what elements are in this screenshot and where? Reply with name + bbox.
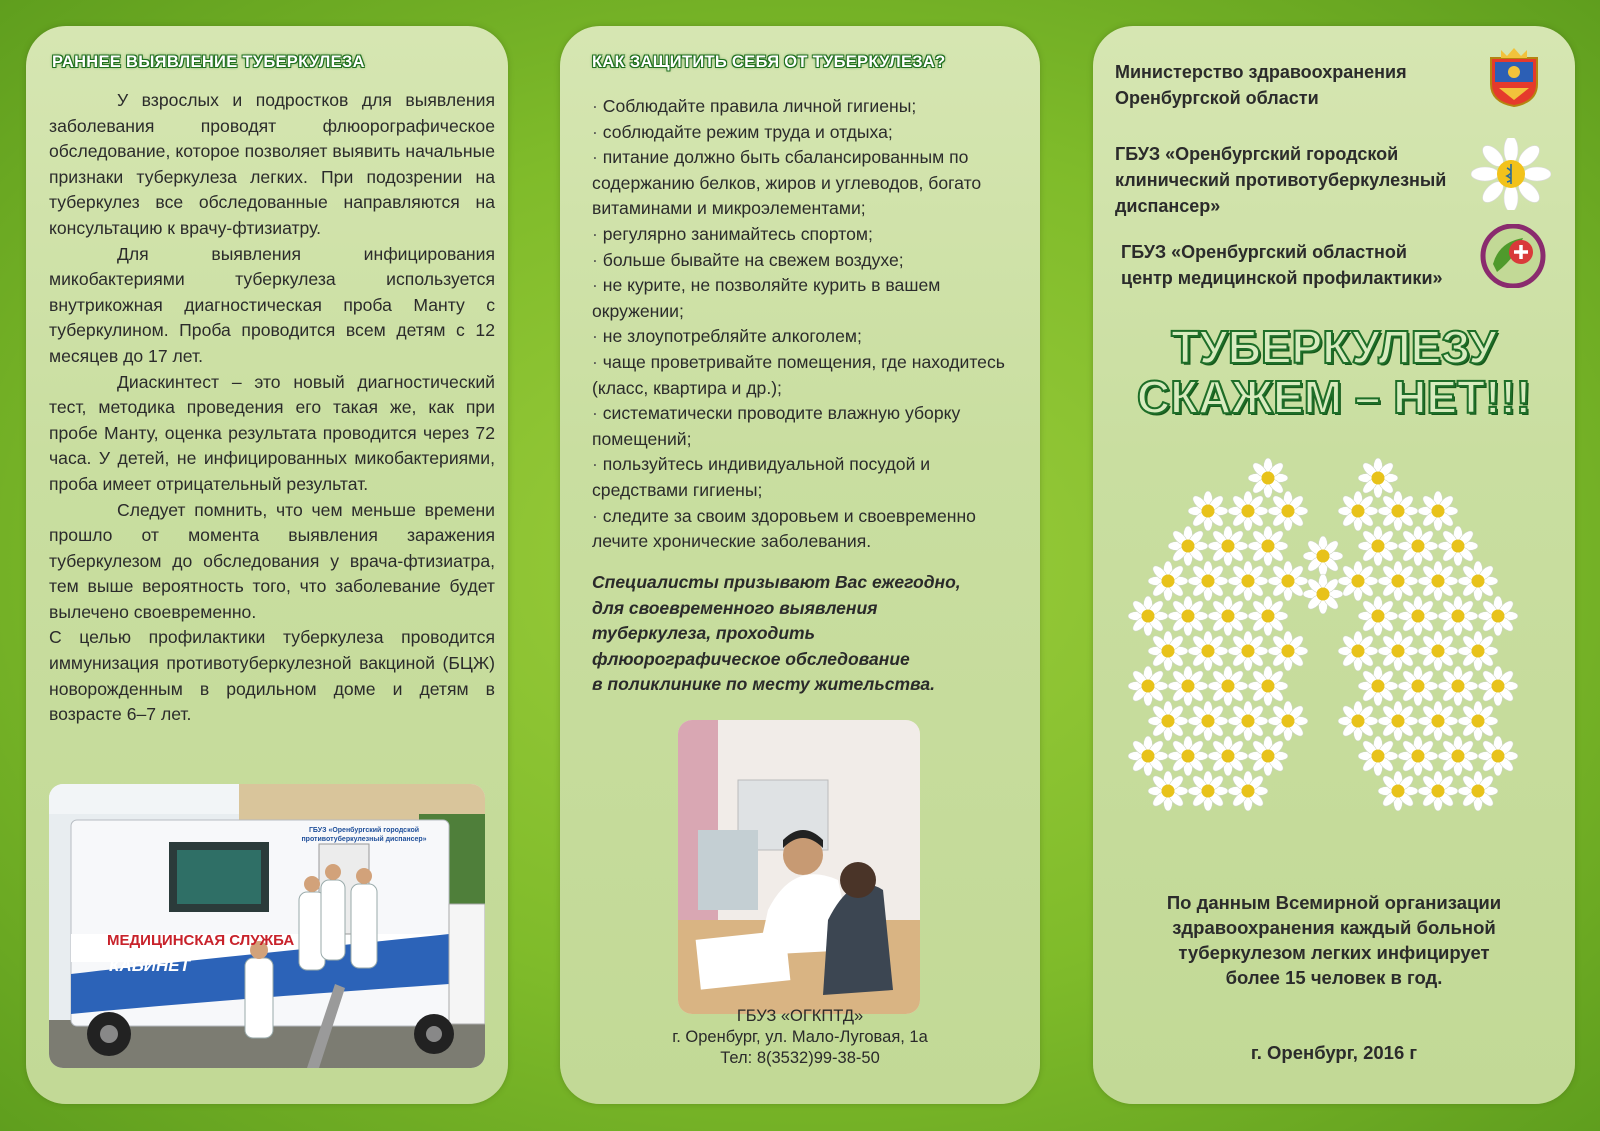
doctor-consultation-illustration [678, 720, 920, 1014]
appeal-line: флюорографическое обследование [592, 648, 910, 669]
dispensary-name: ГБУЗ «Оренбургский городской клинический противотуберкулезный диспансер» [1115, 144, 1447, 216]
list-item: · регулярно занимайтесь спортом; [592, 223, 873, 244]
bullet-dot: · [592, 454, 598, 475]
prevention-center-logo-icon [1479, 224, 1547, 288]
contacts [560, 1006, 1040, 1069]
protection-list [592, 94, 1012, 555]
trachea [1303, 536, 1343, 614]
who-statement: По данным Всемирной организации здравоохранения каждый больной туберкулезом легких инфицирует более 15 человек в год. [1166, 892, 1502, 988]
bullet-dot: · [592, 96, 598, 116]
appeal-line: для своевременного выявления [592, 597, 878, 618]
ministry-name: Министерство здравоохранения Оренбургской области [1115, 62, 1407, 108]
prevention-center-name: ГБУЗ «Оренбургский областной центр медицинской профилактики» [1121, 242, 1443, 288]
paragraph: Для выявления инфицирования микобактериями туберкулеза используется внутрикожная диагностическая проба Манту с туберкулином. Проба проводится всем детям с 12 месяцев до 17 лет. [49, 243, 495, 366]
banner-room-text: КАБИНЕТ [109, 956, 190, 975]
daisy-lungs-illustration [1123, 456, 1533, 818]
mobile-fluorography-photo [49, 784, 485, 1068]
appeal-line: туберкулеза, проходить [592, 623, 815, 643]
early-detection-text [49, 88, 495, 728]
doctor-consultation-photo [678, 720, 920, 1014]
campaign-title: ТУБЕРКУЛЕЗУ СКАЖЕМ – НЕТ!!! [1136, 321, 1532, 423]
daisy-logo-icon [1471, 138, 1551, 210]
bullet-dot: · [592, 326, 598, 347]
banner-service-text: МЕДИЦИНСКАЯ СЛУЖБА [107, 932, 295, 949]
paragraph: У взрослых и подростков для выявления заболевания проводят флюорографическое обследование, которое позволяет выявить начальные признаки туберкулеза легких. При подозрении на туберкулез все обследованные направляются на консультацию к врачу-фтизиатру. [49, 90, 495, 238]
bullet-dot: · [592, 275, 598, 296]
bullet-dot: · [592, 351, 598, 372]
appeal-line: в поликлинике по месту жительства. [592, 674, 935, 694]
contacts-org: ГБУЗ «ОГКПТД» [736, 1007, 864, 1025]
list-item: · пользуйтесь индивидуальной посудой и средствами гигиены; [592, 454, 931, 500]
bullet-dot: · [592, 223, 598, 244]
contacts-phone: Тел: 8(3532)99-38-50 [720, 1049, 880, 1067]
right-lung [1338, 458, 1518, 811]
contacts-address: г. Оренбург, ул. Мало-Луговая, 1а [672, 1028, 928, 1046]
list-item: · соблюдайте режим труда и отдыха; [592, 121, 893, 142]
specialists-appeal [592, 570, 1012, 698]
heading-protection: КАК ЗАЩИТИТЬ СЕБЯ ОТ ТУБЕРКУЛЕЗА? [592, 53, 946, 71]
panel-protection [560, 26, 1040, 1104]
panel-early-detection [26, 26, 508, 1104]
paragraph: Диаскинтест – это новый диагностический тест, методика проведения его такая же, как при пробе Манту, оценка результата проводится через 72 часа. У детей, не инфицированных микобактериями, проба имеет отрицательный результат. [49, 371, 495, 494]
bullet-dot: · [592, 147, 598, 168]
list-item: · больше бывайте на свежем воздухе; [592, 249, 904, 270]
list-item: · Соблюдайте правила личной гигиены; [592, 96, 917, 116]
banner-org-text: ГБУЗ «Оренбургский городской противотуберкулезный диспансер» [301, 827, 427, 843]
paragraph: С целью профилактики туберкулеза проводится иммунизация противотуберкулезной вакциной (БЦЖ) новорожденным в родильном доме и детям в возрасте 6–7 лет. [49, 627, 495, 725]
coat-of-arms-icon [1487, 48, 1541, 108]
heading-early-detection: РАННЕЕ ВЫЯВЛЕНИЕ ТУБЕРКУЛЕЗА [52, 53, 365, 71]
bullet-dot: · [592, 121, 598, 142]
city-year: г. Оренбург, 2016 г [1250, 1042, 1418, 1063]
list-item: · систематически проводите влажную уборку помещений; [592, 403, 961, 449]
left-lung [1128, 458, 1308, 811]
list-item: · следите за своим здоровьем и своевременно лечите хронические заболевания. [592, 505, 976, 552]
list-item: · питание должно быть сбалансированным по содержанию белков, жиров и углеводов, богато витаминами и микроэлементами; [592, 147, 982, 219]
list-item: · не злоупотребляйте алкоголем; [592, 326, 862, 347]
bullet-dot: · [592, 403, 598, 424]
paragraph: Следует помнить, что чем меньше времени прошло от момента выявления заражения туберкулезом до обследования у врача-фтизиатра, тем выше вероятность того, что заболевание будет вылечено своевременно. [49, 499, 495, 622]
bullet-dot: · [592, 249, 598, 270]
panel-cover [1093, 26, 1575, 1104]
list-item: · чаще проветривайте помещения, где находитесь (класс, квартира и др.); [592, 351, 1005, 398]
appeal-line: Специалисты призывают Вас ежегодно, [592, 572, 961, 592]
bullet-dot: · [592, 505, 598, 526]
list-item: · не курите, не позволяйте курить в вашем окружении; [592, 275, 941, 321]
